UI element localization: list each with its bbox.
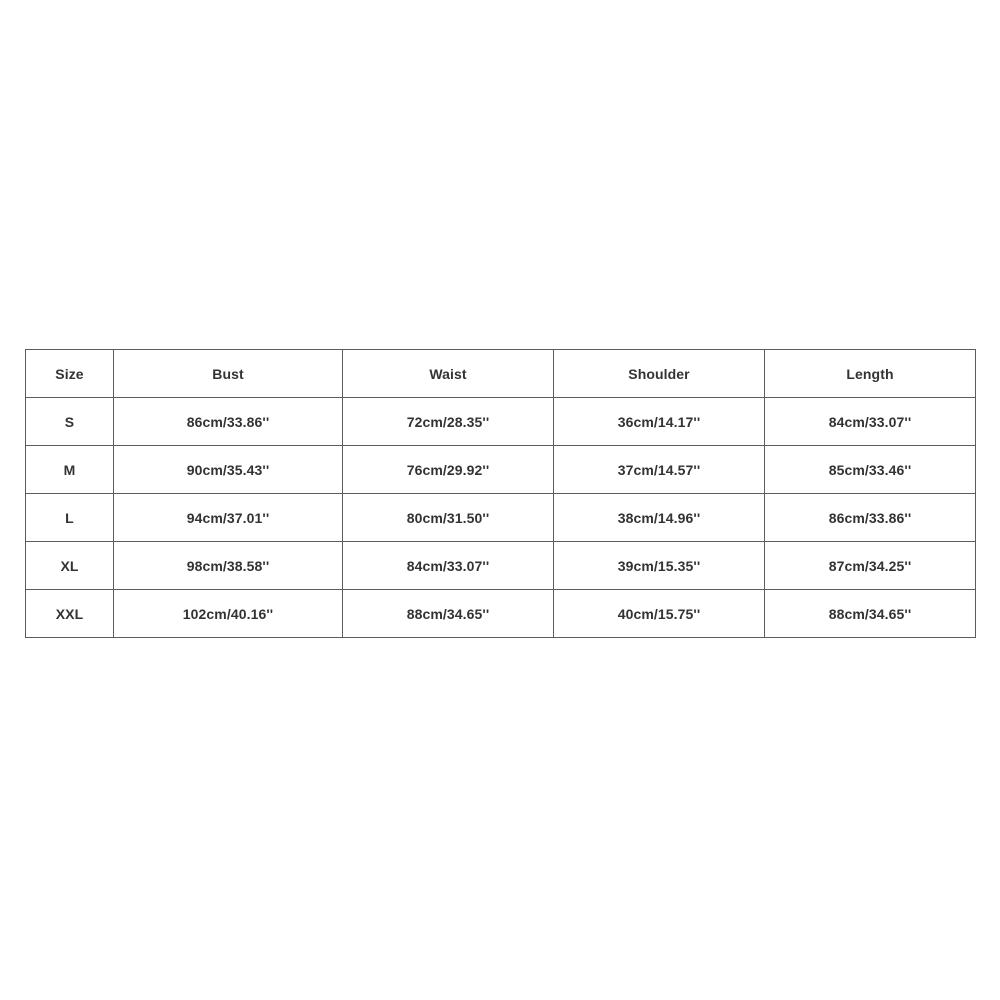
size-chart-table	[25, 349, 976, 638]
cell-length: 88cm/34.65''	[765, 590, 976, 638]
header-size: Size	[26, 350, 114, 398]
cell-size: L	[26, 494, 114, 542]
header-waist: Waist	[343, 350, 554, 398]
cell-size: XL	[26, 542, 114, 590]
table-row	[26, 590, 976, 638]
table-row	[26, 398, 976, 446]
cell-length: 86cm/33.86''	[765, 494, 976, 542]
table-header-row	[26, 350, 976, 398]
cell-shoulder: 36cm/14.17''	[554, 398, 765, 446]
table-row	[26, 446, 976, 494]
cell-bust: 90cm/35.43''	[114, 446, 343, 494]
header-bust: Bust	[114, 350, 343, 398]
cell-shoulder: 40cm/15.75''	[554, 590, 765, 638]
table-row	[26, 542, 976, 590]
cell-bust: 86cm/33.86''	[114, 398, 343, 446]
cell-shoulder: 39cm/15.35''	[554, 542, 765, 590]
cell-waist: 72cm/28.35''	[343, 398, 554, 446]
cell-bust: 102cm/40.16''	[114, 590, 343, 638]
cell-length: 85cm/33.46''	[765, 446, 976, 494]
header-length: Length	[765, 350, 976, 398]
cell-size: M	[26, 446, 114, 494]
cell-bust: 94cm/37.01''	[114, 494, 343, 542]
header-shoulder: Shoulder	[554, 350, 765, 398]
cell-waist: 76cm/29.92''	[343, 446, 554, 494]
cell-length: 84cm/33.07''	[765, 398, 976, 446]
cell-bust: 98cm/38.58''	[114, 542, 343, 590]
cell-waist: 80cm/31.50''	[343, 494, 554, 542]
cell-waist: 88cm/34.65''	[343, 590, 554, 638]
cell-size: S	[26, 398, 114, 446]
cell-size: XXL	[26, 590, 114, 638]
cell-shoulder: 37cm/14.57''	[554, 446, 765, 494]
cell-length: 87cm/34.25''	[765, 542, 976, 590]
cell-waist: 84cm/33.07''	[343, 542, 554, 590]
cell-shoulder: 38cm/14.96''	[554, 494, 765, 542]
table-row	[26, 494, 976, 542]
